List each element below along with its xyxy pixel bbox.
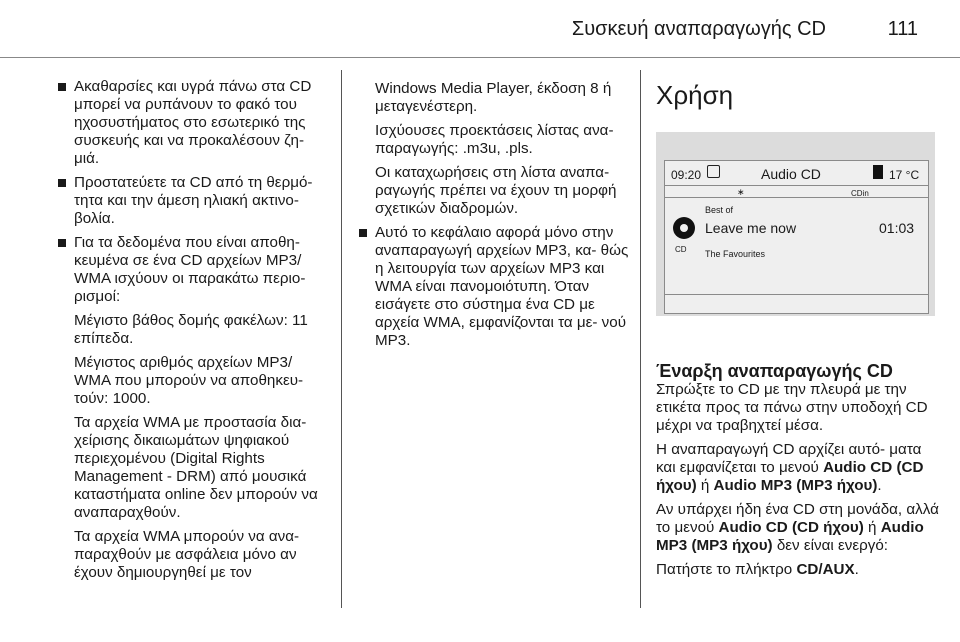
column-1 (56, 78, 331, 588)
next-track: The Favourites (705, 249, 766, 259)
bullet-item: Προστατεύετε τα CD από τη θερμό- τητα και την άμεση ηλιακή ακτινο- βολία. (56, 174, 331, 228)
status-bar (665, 161, 928, 186)
elapsed-time: 01:03 (879, 220, 915, 236)
paragraph: Windows Media Player, έκδοση 8 ή μεταγενέστερη. (375, 80, 612, 115)
temperature: 17 °C (889, 168, 920, 182)
cd-source-icon (707, 165, 720, 178)
page-header (0, 0, 960, 60)
paragraph: Αν υπάρχει ήδη ένα CD στη μονάδα, αλλά το μενού Audio CD (CD ήχου) ή Audio MP3 (MP3 ήχου) δεν είναι ενεργό: (656, 501, 939, 554)
display-frame (664, 160, 929, 314)
subsection-heading: Έναρξη αναπαραγωγής CD (656, 361, 893, 381)
column-3 (656, 80, 941, 585)
previous-track: Best of (705, 205, 734, 215)
source-label: Audio CD (761, 166, 821, 182)
softkey-bar (665, 294, 928, 313)
page-number: 111 (887, 18, 918, 40)
paragraph: Η αναπαραγωγή CD αρχίζει αυτό- ματα και εμφανίζεται το μενού Audio CD (CD ήχου) ή Audio MP3 (MP3 ήχου). (656, 441, 924, 494)
column-divider (341, 70, 342, 608)
section-title: Χρήση (656, 80, 734, 110)
header-title: Συσκευή αναπαραγωγής CD (571, 18, 826, 40)
bluetooth-icon: ∗ (737, 187, 745, 197)
disc-label: CD (675, 245, 687, 254)
restriction-text: Μέγιστος αριθμός αρχείων MP3/ WMA που μπορούν να αποθηκευ- τούν: 1000. (74, 354, 304, 407)
bullet-item: Για τα δεδομένα που είναι αποθη- κευμένα σε ένα CD αρχείων MP3/ WMA ισχύουν οι παρακάτω περιο- ρισμοί: (56, 234, 331, 306)
bullet-item: Ακαθαρσίες και υγρά πάνω στα CD μπορεί να ρυπάνουν το φακό του ηχοσυστήματος στο εσωτερικό της συσκευής και να προκαλέσουν ζη- μιά. (56, 78, 331, 168)
column-2 (357, 80, 629, 356)
bullet-item: Αυτό το κεφάλαιο αφορά μόνο στην αναπαραγωγή αρχείων MP3, κα- θώς η λειτουργία των αρχείων MP3 και WMA είναι πανομοιότυπη. Όταν εισάγετε στο σύστημα ένα CD με αρχεία WMA, εμφανίζονται τα με- νού MP3. (357, 224, 629, 350)
info-strip (665, 185, 928, 198)
current-track: Leave me now (705, 220, 797, 236)
paragraph: Ισχύουσες προεκτάσεις λίστας ανα- παραγωγής: .m3u, .pls. (375, 122, 614, 157)
paragraph: Πατήστε το πλήκτρο CD/AUX. (656, 561, 859, 578)
paragraph: Οι καταχωρήσεις στη λίστα αναπα- ραγωγής πρέπει να έχουν τη μορφή σχετικών διαδρομών. (375, 164, 617, 217)
restriction-text: Μέγιστο βάθος δομής φακέλων: 11 επίπεδα. (74, 312, 308, 347)
phone-icon (873, 165, 883, 179)
disc-icon (673, 217, 695, 239)
restriction-text: Τα αρχεία WMA μπορούν να ανα- παραχθούν με ασφάλεια μόνο αν έχουν δημιουργηθεί με τον (74, 528, 300, 581)
paragraph: Σπρώξτε το CD με την πλευρά με την ετικέτα προς τα πάνω στην υποδοχή CD μέχρι να τραβηχτεί μέσα. (656, 381, 928, 434)
audio-screen-illustration (656, 132, 935, 316)
column-divider (640, 70, 641, 608)
header-rule (0, 57, 960, 58)
cd-in-indicator: CDin (851, 189, 869, 198)
clock: 09:20 (671, 168, 702, 182)
restriction-text: Τα αρχεία WMA με προστασία δια- χείρισης δικαιωμάτων ψηφιακού περιεχομένου (Digital Rights Management - DRM) από μουσικά καταστήματα online δεν μπορούν να αναπαραχθούν. (74, 414, 318, 521)
